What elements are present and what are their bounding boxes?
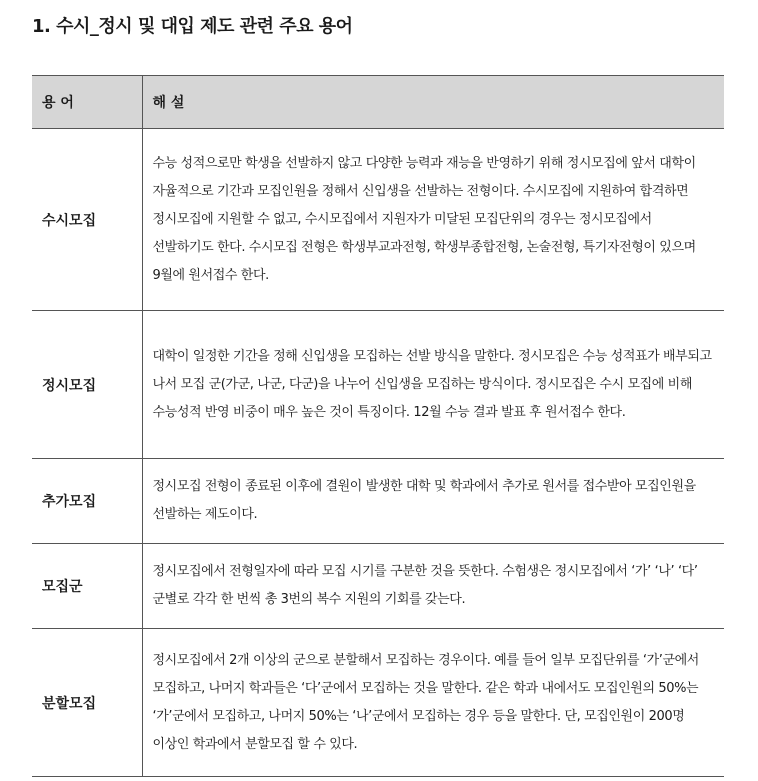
term-cell: 수시모집 [32,129,142,311]
page-title: 1. 수시_정시 및 대입 제도 관련 주요 용어 [32,16,353,37]
description-cell: 정시모집에서 2개 이상의 군으로 분할해서 모집하는 경우이다. 예를 들어 일부 모집단위를 ‘가’군에서 모집하고, 나머지 학과들은 ‘다’군에서 모집하는 것을 말한다. 같은 학과 내에서도 모집인원의 50%는 ‘가’군에서 모집하고, 나머지 50%는 ‘나’군에서 모집하는 경우 등을 말한다. 단, 모집인원이 200명 이상인 학과에서 분할모집 할 수 있다. [142,629,724,777]
description-cell: 정시모집에서 전형일자에 따라 모집 시기를 구분한 것을 뜻한다. 수험생은 정시모집에서 ‘가’ ‘나’ ‘다’ 군별로 각각 한 번씩 총 3번의 복수 지원의 기회를 갖는다. [142,544,724,629]
table-row [32,544,724,629]
terms-table [32,75,724,777]
table-header-row [32,76,724,129]
table-row [32,459,724,544]
term-cell: 추가모집 [32,459,142,544]
header-term: 용 어 [32,76,142,129]
description-cell: 정시모집 전형이 종료된 이후에 결원이 발생한 대학 및 학과에서 추가로 원서를 접수받아 모집인원을 선발하는 제도이다. [142,459,724,544]
header-description: 해 설 [142,76,724,129]
table-row [32,311,724,459]
term-cell: 분할모집 [32,629,142,777]
table-row [32,629,724,777]
term-cell: 모집군 [32,544,142,629]
term-cell: 정시모집 [32,311,142,459]
description-cell: 수능 성적으로만 학생을 선발하지 않고 다양한 능력과 재능을 반영하기 위해 정시모집에 앞서 대학이 자율적으로 기간과 모집인원을 정해서 신입생을 선발하는 전형이다. 수시모집에 지원하여 합격하면 정시모집에 지원할 수 없고, 수시모집에서 지원자가 미달된 모집단위의 경우는 정시모집에서 선발하기도 한다. 수시모집 전형은 학생부교과전형, 학생부종합전형, 논술전형, 특기자전형이 있으며 9월에 원서접수 한다. [142,129,724,311]
description-cell: 대학이 일정한 기간을 정해 신입생을 모집하는 선발 방식을 말한다. 정시모집은 수능 성적표가 배부되고 나서 모집 군(가군, 나군, 다군)을 나누어 신입생을 모집하는 방식이다. 정시모집은 수시 모집에 비해 수능성적 반영 비중이 매우 높은 것이 특징이다. 12월 수능 결과 발표 후 원서접수 한다. [142,311,724,459]
table-row [32,129,724,311]
